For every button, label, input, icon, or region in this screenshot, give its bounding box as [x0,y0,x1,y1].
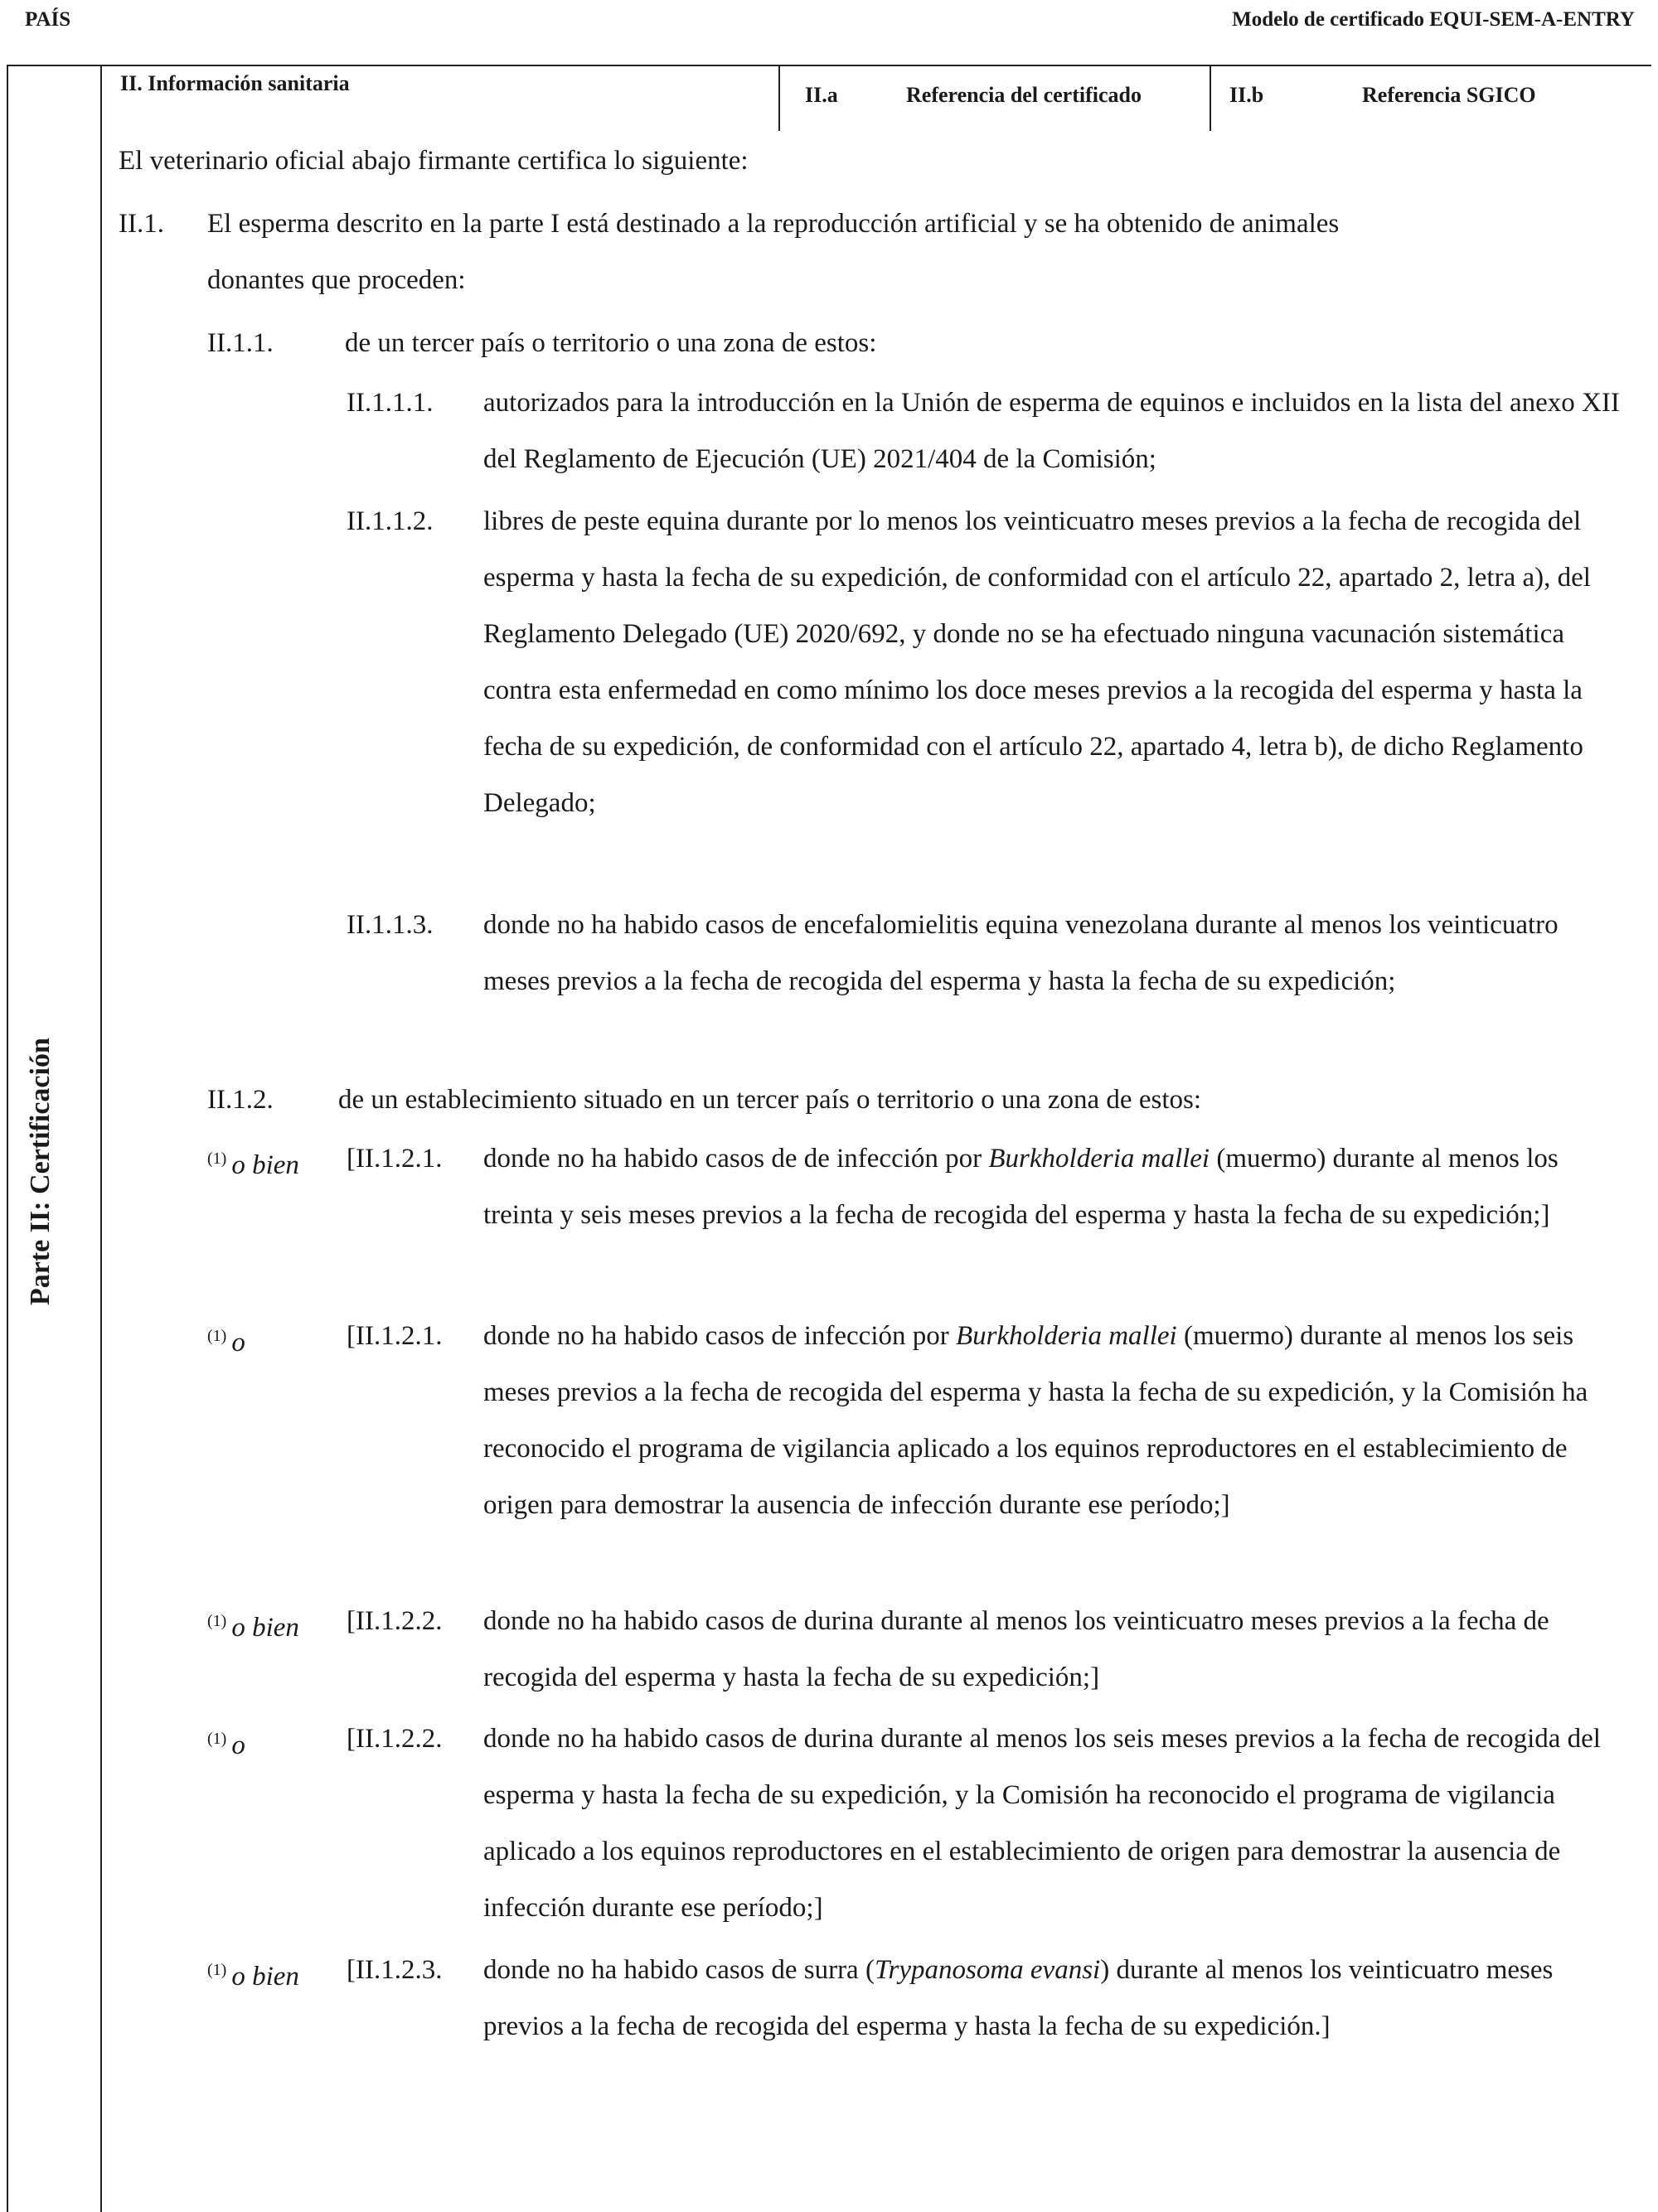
footnote-mark: (1) [207,1730,227,1748]
paragraph-number: II.1.1.1. [347,388,434,418]
paragraph-number: II.1. [119,209,164,239]
organism-name: Burkholderia mallei [988,1144,1210,1174]
ref-b-label: Referencia SGICO [1362,83,1536,107]
option-marker [207,1308,245,1371]
side-column-divider [100,66,102,2212]
paragraph-text: donde no ha habido casos de durina durante al menos los veinticuatro meses previos a la fecha de recogida del esperma y hasta la fecha de su expedición;] [483,1606,1549,1692]
paragraph-number: [II.1.2.2. [347,1606,443,1636]
paragraph-line: donantes que proceden: [207,265,466,295]
country-label: PAÍS [25,8,71,31]
option-word: o [231,1730,245,1760]
footnote-mark: (1) [207,1327,227,1345]
text-segment: donde no ha habido casos de surra ( [483,1955,875,1985]
option-word: o bien [231,1962,299,1992]
paragraph-number: [II.1.2.1. [347,1144,443,1174]
paragraph-text [483,1942,1627,2055]
paragraph-number: [II.1.2.2. [347,1724,443,1754]
section-title: II. Información sanitaria [120,71,350,95]
paragraph-number: II.1.2. [207,1085,274,1115]
option-word: o bien [231,1150,299,1180]
paragraph-text [483,1308,1627,1533]
column-divider [778,66,780,131]
footnote-mark: (1) [207,1150,227,1168]
paragraph-text [207,196,1633,308]
ref-b-code: II.b [1229,83,1264,107]
text-segment: (muermo) durante al menos los treinta y seis meses previos a la fecha de recogida del esperma y hasta la fecha de su expedición;] [483,1144,1559,1230]
text-segment: (muermo) durante al menos los seis meses previos a la fecha de recogida del esperma y hasta la fecha de su expedición, y la Comisión ha reconocido el programa de vigilancia aplicado a los equinos reproductores en el establecimiento de origen para demostrar la ausencia de infección durante ese período;] [483,1321,1588,1520]
paragraph-text: donde no ha habido casos de durina durante al menos los seis meses previos a la fecha de recogida del esperma y hasta la fecha de su expedición, y la Comisión ha reconocido el programa de vigilancia aplicado a los equinos reproductores en el establecimiento de origen para demostrar la ausencia de infección durante ese período;] [483,1724,1601,1923]
paragraph-line: El esperma descrito en la parte I está destinado a la reproducción artificial y se ha obtenido de animales [207,209,1340,239]
paragraph-number: II.1.1.3. [347,910,434,940]
footnote-mark: (1) [207,1612,227,1630]
text-segment: donde no ha habido casos de de infección por [483,1144,989,1174]
paragraph-number: [II.1.2.3. [347,1955,443,1985]
part-side-label: Parte II: Certificación [25,1038,56,1305]
option-marker [207,1711,245,1774]
intro-statement: El veterinario oficial abajo firmante certifica lo siguiente: [119,146,749,176]
option-marker [207,1942,299,2005]
certificate-model-label: Modelo de certificado EQUI-SEM-A-ENTRY [1232,8,1635,31]
paragraph-number: II.1.1. [207,328,274,358]
text-segment: donde no ha habido casos de infección por [483,1321,956,1351]
paragraph-text: de un tercer país o territorio o una zona de estos: [345,328,877,358]
option-word: o [231,1328,245,1358]
text-segment: ) durante al menos los veinticuatro meses previos a la fecha de recogida del esperma y hasta la fecha de su expedición.] [483,1955,1554,2041]
paragraph-text: donde no ha habido casos de encefalomielitis equina venezolana durante al menos los veinticuatro meses previos a la fecha de recogida del esperma y hasta la fecha de su expedición; [483,910,1559,996]
paragraph-text [483,1130,1627,1243]
ref-a-code: II.a [805,83,838,107]
ref-a-label: Referencia del certificado [906,83,1142,107]
option-marker [207,1593,299,1656]
paragraph-text: libres de peste equina durante por lo menos los veinticuatro meses previos a la fecha de recogida del esperma y hasta la fecha de su expedición, de conformidad con el artículo 22, apartado 2, letra a), del Reglamento Delegado (UE) 2020/692, y donde no se ha efectuado ninguna vacunación sistemática contra esta enfermedad en como mínimo los doce meses previos a la recogida del esperma y hasta la fecha de su expedición, de conformidad con el artículo 22, apartado 4, letra b), de dicho Reglamento Delegado; [483,506,1591,818]
option-marker [207,1130,299,1193]
paragraph-number: [II.1.2.1. [347,1321,443,1351]
organism-name: Trypanosoma evansi [874,1955,1101,1985]
footnote-mark: (1) [207,1961,227,1979]
paragraph-number: II.1.1.2. [347,506,434,536]
organism-name: Burkholderia mallei [956,1321,1177,1351]
column-divider [1210,66,1211,131]
paragraph-text: de un establecimiento situado en un tercer país o territorio o una zona de estos: [338,1085,1201,1115]
option-word: o bien [231,1613,299,1643]
section-header-row [102,66,1658,131]
paragraph-text: autorizados para la introducción en la Unión de esperma de equinos e incluidos en la lista del anexo XII del Reglamento de Ejecución (UE) 2021/404 de la Comisión; [483,388,1620,474]
